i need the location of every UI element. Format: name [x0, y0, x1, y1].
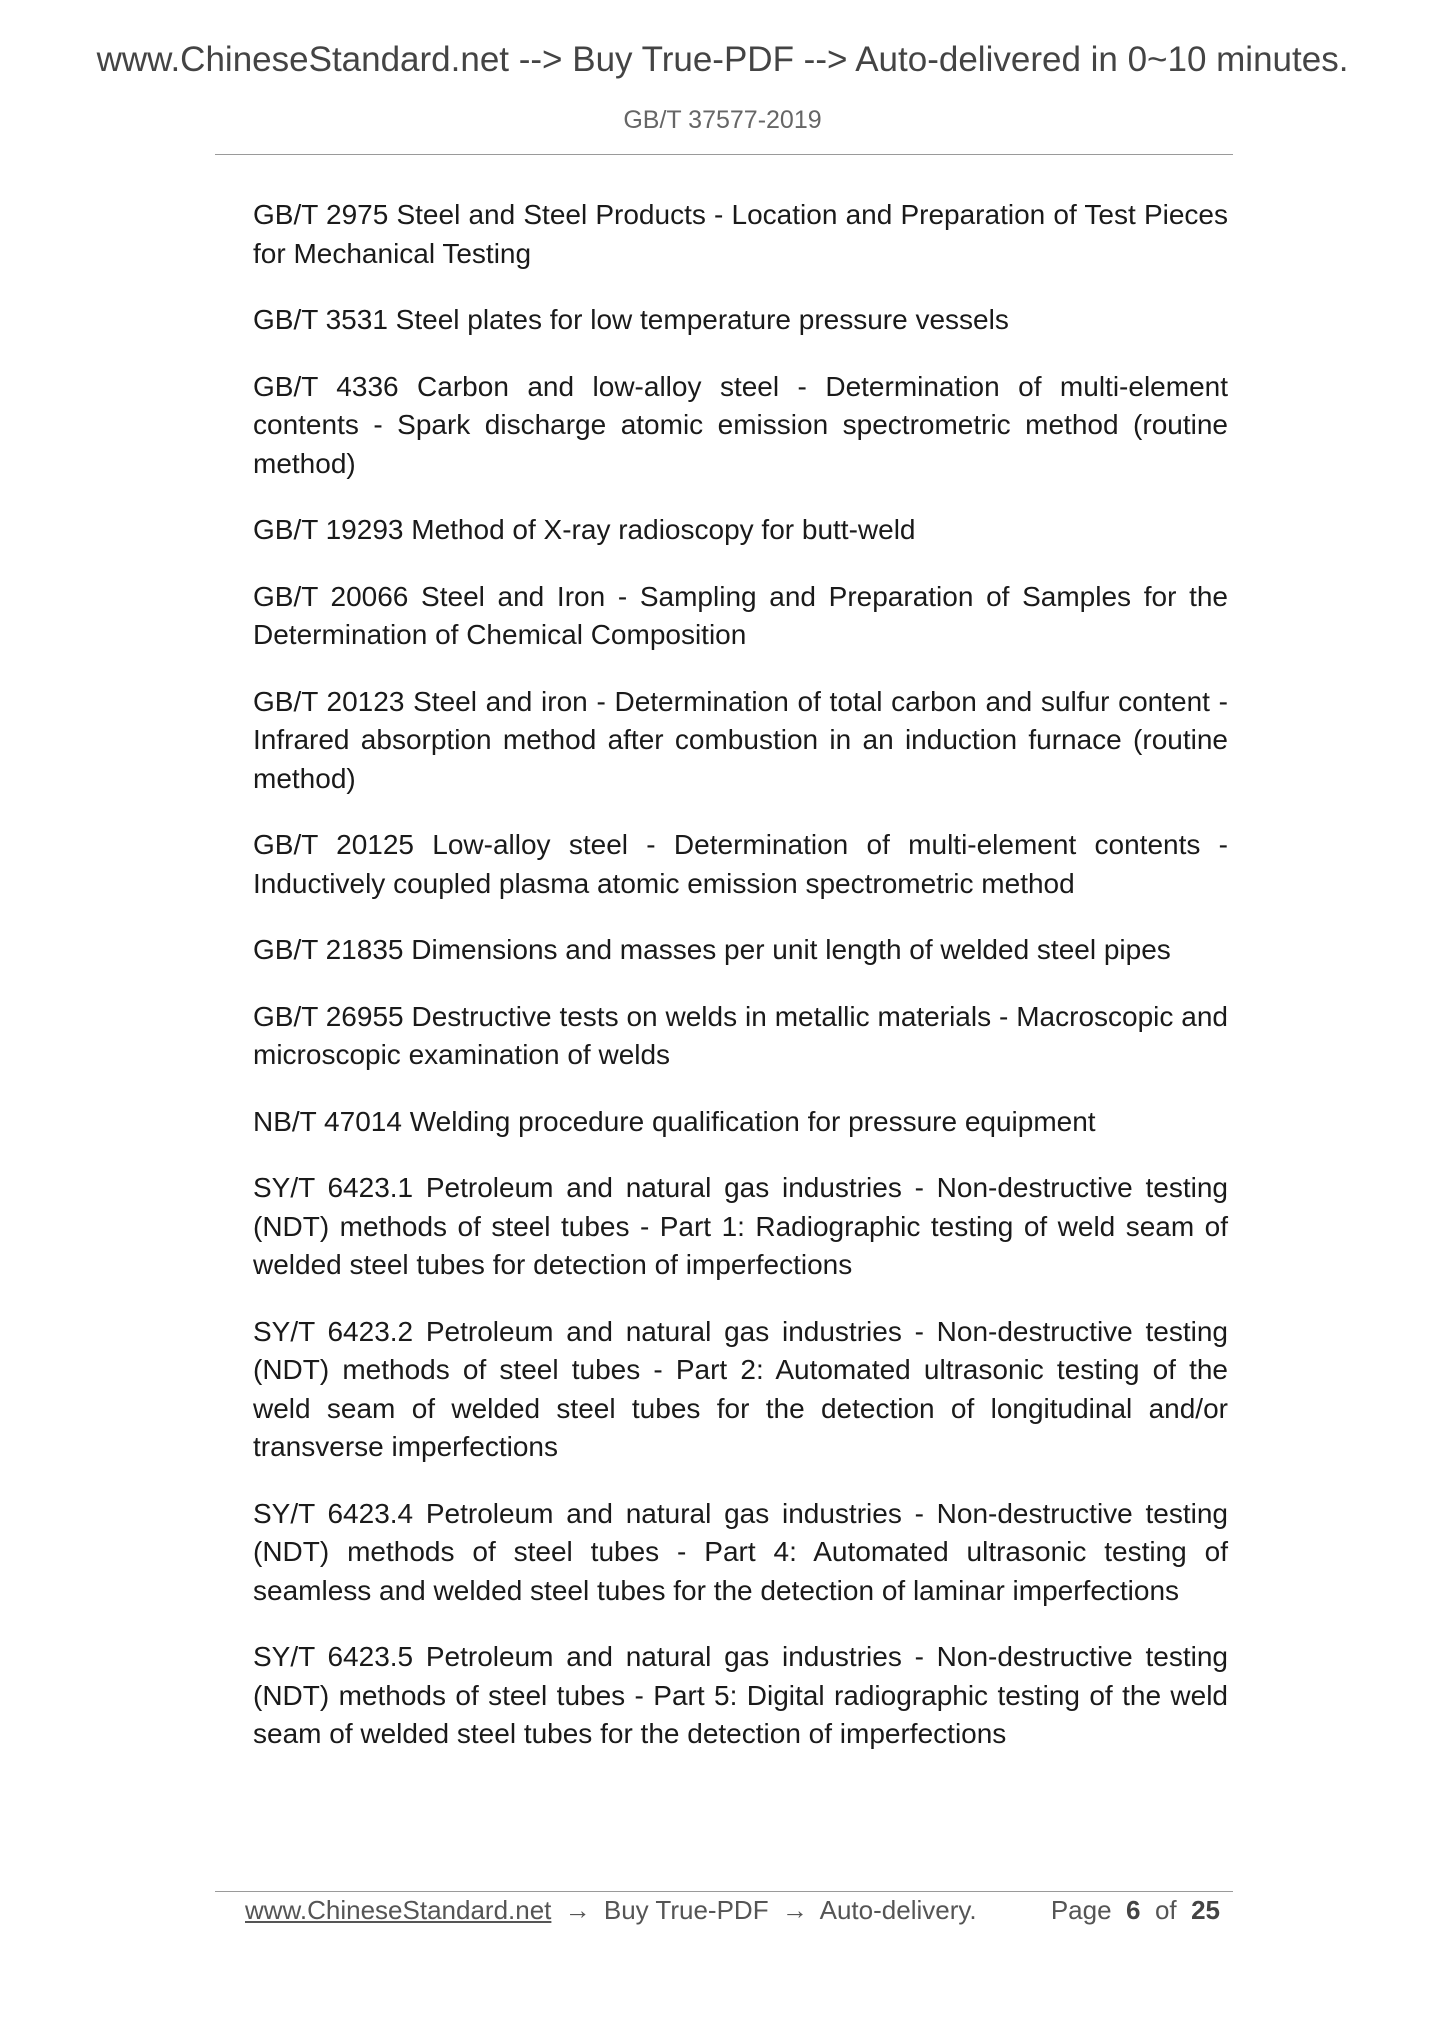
reference-item: SY/T 6423.1 Petroleum and natural gas industries - Non-destructive testing (NDT) methods of steel tubes - Part 1: Radiographic testing of weld seam of welded steel tubes for detection of imperfections — [253, 1172, 1228, 1280]
arrow-right-icon: → — [564, 1895, 591, 1925]
reference-item: GB/T 20066 Steel and Iron - Sampling and Preparation of Samples for the Determination of Chemical Composition — [253, 580, 1228, 650]
footer-promo — [245, 1895, 977, 1926]
page-indicator — [1051, 1895, 1220, 1926]
references-list — [253, 196, 1228, 1782]
footer-auto-text: Auto-delivery. — [819, 1895, 977, 1925]
reference-item: GB/T 4336 Carbon and low-alloy steel - Determination of multi-element contents - Spark discharge atomic emission spectrometric method (routine method) — [253, 370, 1228, 479]
reference-item: GB/T 26955 Destructive tests on welds in metallic materials - Macroscopic and microscopic examination of welds — [253, 1000, 1228, 1070]
page-total: 25 — [1191, 1895, 1220, 1925]
footer-buy-text: Buy True-PDF — [603, 1895, 769, 1925]
header-divider — [215, 154, 1233, 155]
reference-item: GB/T 20125 Low-alloy steel - Determination of multi-element contents - Inductively coupled plasma atomic emission spectrometric method — [253, 829, 1228, 899]
arrow-right-icon: → — [781, 1895, 808, 1925]
reference-item: GB/T 19293 Method of X-ray radioscopy for butt-weld — [253, 514, 916, 545]
reference-item: SY/T 6423.5 Petroleum and natural gas industries - Non-destructive testing (NDT) methods of steel tubes - Part 5: Digital radiographic testing of the weld seam of welded steel tubes for the detection of imperfections — [253, 1641, 1228, 1749]
standard-code-header: GB/T 37577-2019 — [623, 106, 822, 134]
chinesestandard-link[interactable]: www.ChineseStandard.net — [245, 1895, 552, 1925]
reference-item: GB/T 2975 Steel and Steel Products - Location and Preparation of Test Pieces for Mechanical Testing — [253, 199, 1228, 269]
footer-divider — [215, 1891, 1233, 1892]
page-current: 6 — [1126, 1895, 1141, 1925]
reference-item: SY/T 6423.4 Petroleum and natural gas industries - Non-destructive testing (NDT) methods of steel tubes - Part 4: Automated ultrasonic testing of seamless and welded steel tubes for the detection of laminar imperfections — [253, 1497, 1228, 1606]
reference-item: GB/T 20123 Steel and iron - Determination of total carbon and sulfur content - Infrared absorption method after combustion in an induction furnace (routine method) — [253, 685, 1228, 794]
top-banner: www.ChineseStandard.net --> Buy True-PDF --> Auto-delivered in 0~10 minutes. — [96, 40, 1349, 79]
reference-item: GB/T 21835 Dimensions and masses per unit length of welded steel pipes — [253, 934, 1171, 965]
page-label: Page — [1050, 1895, 1112, 1925]
reference-item: NB/T 47014 Welding procedure qualification for pressure equipment — [253, 1105, 1096, 1137]
reference-item: GB/T 3531 Steel plates for low temperature pressure vessels — [253, 304, 1009, 335]
page-of-label: of — [1154, 1895, 1177, 1925]
reference-item: SY/T 6423.2 Petroleum and natural gas industries - Non-destructive testing (NDT) methods of steel tubes - Part 2: Automated ultrasonic testing of the weld seam of welded steel tubes for the detection of longitudinal and/or transverse imperfections — [253, 1315, 1228, 1462]
